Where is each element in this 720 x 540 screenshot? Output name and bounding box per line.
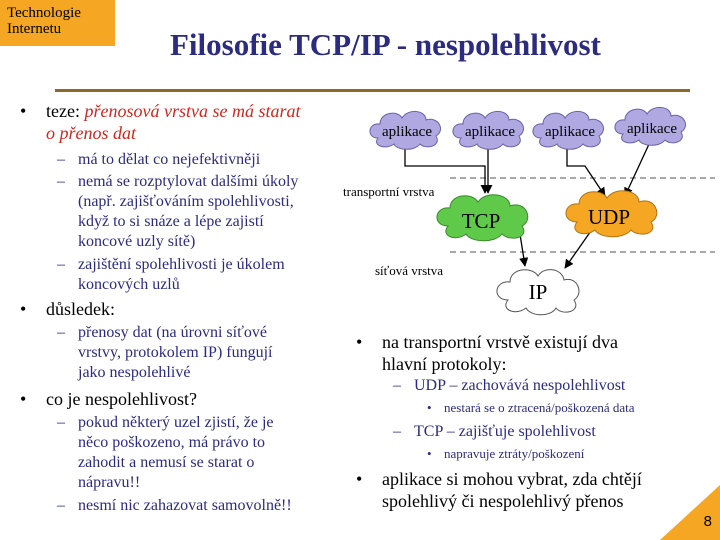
sub-item-line: nesmí nic zahazovat samovolně!! — [78, 497, 292, 514]
app-label-1: aplikace — [382, 124, 432, 140]
transport-layer-label: transportní vrstva — [343, 184, 435, 199]
tcp-item: TCP – zajišťuje spolehlivost — [414, 423, 596, 440]
bullet-nespolehlivost: co je nespolehlivost? — [46, 389, 197, 409]
title-divider — [55, 89, 690, 92]
sub-sub-dot: • — [427, 446, 432, 461]
bullet-protocols — [382, 331, 618, 375]
sub-dash: – — [57, 324, 65, 341]
sub-item — [78, 255, 285, 295]
sub-item — [78, 323, 273, 383]
sub-dash: – — [57, 151, 65, 168]
tcp-subitem: napravuje ztráty/poškození — [444, 446, 585, 461]
bullet-dot: • — [356, 469, 363, 489]
bullet-dot: • — [20, 101, 27, 121]
sub-item-line: jako nespolehlivé — [78, 364, 191, 381]
bullet-dot: • — [20, 299, 27, 319]
sub-dash: – — [57, 414, 65, 431]
bullet-choice — [382, 468, 642, 512]
sub-item — [78, 172, 298, 252]
bullet-teze-italic-1: přenosová vrstva se má starat — [84, 101, 301, 121]
bullet-dot: • — [20, 389, 27, 409]
course-label-line-1: Technologie — [7, 5, 81, 21]
sub-item — [78, 496, 292, 516]
bullet-dusledek: důsledek: — [46, 299, 115, 319]
course-label — [0, 0, 115, 46]
sub-dash: – — [393, 423, 401, 440]
sub-dash: – — [57, 497, 65, 514]
slide-title: Filosofie TCP/IP - nespolehlivost — [170, 27, 601, 62]
sub-item-line: když to si snáze a lépe zajistí — [78, 213, 264, 230]
bullet-choice-line-1: aplikace si mohou vybrat, zda chtějí — [382, 469, 642, 489]
sub-item-line: nemá se rozptylovat dalšími úkoly — [78, 173, 299, 190]
bullet-dot: • — [356, 332, 363, 352]
sub-dash: – — [57, 173, 65, 190]
sub-item-line: něco poškozeno, má právo to — [78, 434, 266, 451]
app-label-3: aplikace — [545, 124, 595, 140]
udp-item: UDP – zachovává nespolehlivost — [414, 377, 626, 394]
app-label-2: aplikace — [465, 124, 515, 140]
sub-item — [78, 150, 260, 170]
sub-item-line: koncové uzly sítě) — [78, 233, 196, 250]
sub-item-line: nápravu!! — [78, 474, 141, 491]
bullet-teze-prefix: teze: — [46, 101, 85, 121]
sub-item-line: koncových uzlů — [78, 276, 180, 293]
sub-item-line: (např. zajišťováním spolehlivosti, — [78, 193, 294, 210]
sub-item-line: vrstvy, protokolem IP) fungují — [78, 344, 273, 361]
sub-item-line: pokud některý uzel zjistí, že je — [78, 414, 274, 431]
bullet-teze-italic-2: o přenos dat — [46, 123, 136, 143]
ip-label: IP — [528, 280, 548, 304]
sub-dash: – — [393, 377, 401, 394]
bullet-protocols-line-1: na transportní vrstvě existují dva — [382, 332, 618, 352]
sub-item-line: má to dělat co nejefektivněji — [78, 151, 261, 168]
bullet-teze — [46, 100, 346, 144]
sub-dash: – — [57, 256, 65, 273]
course-label-line-2: Internetu — [7, 21, 62, 37]
app-label-4: aplikace — [627, 121, 677, 137]
tcpip-diagram — [335, 96, 720, 321]
sub-item-line: zajištění spolehlivosti je úkolem — [78, 256, 285, 273]
sub-item — [78, 413, 273, 493]
bullet-protocols-line-2: hlavní protokoly: — [382, 354, 507, 374]
network-layer-label: síťová vrstva — [375, 263, 444, 278]
sub-item-line: přenosy dat (na úrovni síťové — [78, 324, 268, 341]
udp-label: UDP — [587, 205, 631, 229]
tcp-label: TCP — [461, 209, 501, 233]
sub-item-line: zahodit a nemusí se starat o — [78, 454, 255, 471]
sub-sub-dot: • — [427, 400, 432, 415]
udp-subitem: nestará se o ztracená/poškozená data — [444, 400, 635, 415]
page-number: 8 — [703, 513, 712, 530]
bullet-choice-line-2: spolehlivý či nespolehlivý přenos — [382, 491, 624, 511]
